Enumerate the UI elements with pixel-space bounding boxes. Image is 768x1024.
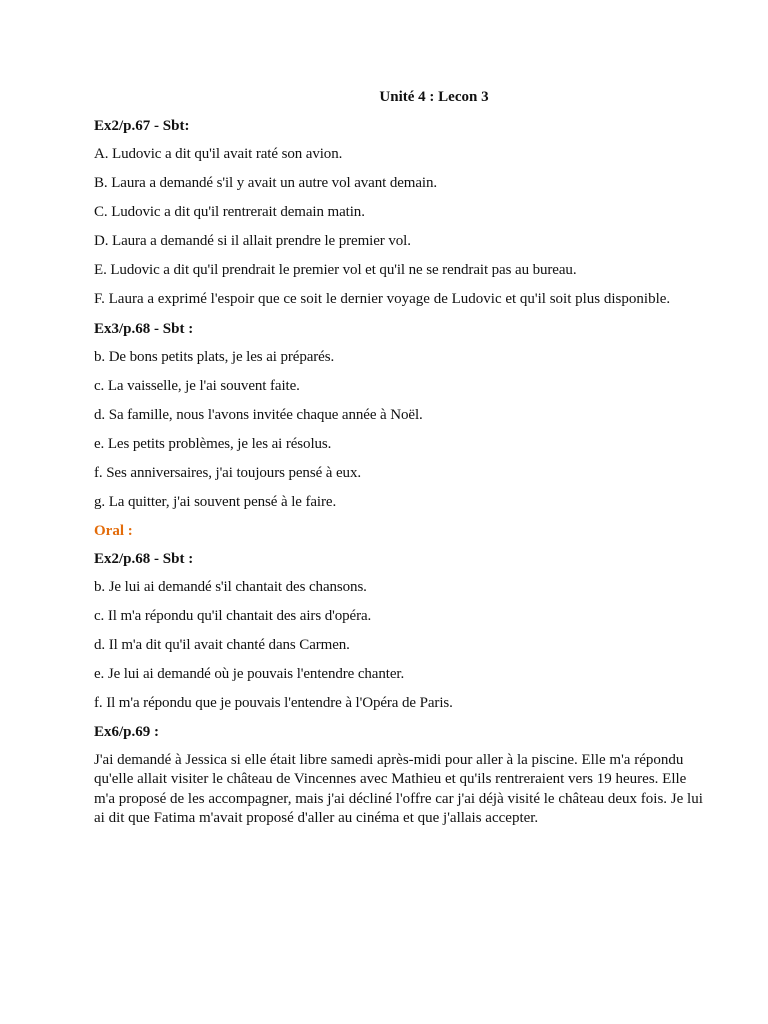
answer-line: e. Les petits problèmes, je les ai résolus. (94, 435, 332, 452)
answer-line: e. Je lui ai demandé où je pouvais l'entendre chanter. (94, 665, 405, 682)
answer-line: c. La vaisselle, je l'ai souvent faite. (94, 377, 300, 394)
answer-line: D. Laura a demandé si il allait prendre le premier vol. (94, 233, 411, 249)
answer-line: E. Ludovic a dit qu'il prendrait le premier vol et qu'il ne se rendrait pas au bureau. (94, 262, 577, 278)
answer-line: F. Laura a exprimé l'espoir que ce soit le dernier voyage de Ludovic et qu'il soit plus disponible. (94, 291, 671, 307)
page-title: Unité 4 : Lecon 3 (379, 89, 489, 105)
answer-line: C. Ludovic a dit qu'il rentrerait demain matin. (94, 204, 365, 220)
section-heading-ex2-p67: Ex2/p.67 - Sbt: (94, 118, 190, 134)
section-heading-ex2-p68: Ex2/p.68 - Sbt : (94, 550, 194, 567)
answer-line: f. Ses anniversaires, j'ai toujours pensé à eux. (94, 464, 361, 481)
answer-line: d. Il m'a dit qu'il avait chanté dans Carmen. (94, 636, 350, 653)
answer-line: f. Il m'a répondu que je pouvais l'entendre à l'Opéra de Paris. (94, 694, 453, 711)
answer-line: B. Laura a demandé s'il y avait un autre vol avant demain. (94, 175, 438, 191)
answer-line: A. Ludovic a dit qu'il avait raté son avion. (94, 146, 343, 162)
document-page (94, 88, 704, 839)
answer-line: g. La quitter, j'ai souvent pensé à le faire. (94, 493, 337, 510)
oral-heading: Oral : (94, 522, 133, 539)
answer-line: b. De bons petits plats, je les ai préparés. (94, 348, 335, 365)
answer-line: c. Il m'a répondu qu'il chantait des airs d'opéra. (94, 607, 372, 624)
answer-line: d. Sa famille, nous l'avons invitée chaque année à Noël. (94, 406, 423, 423)
section-heading-ex3-p68: Ex3/p.68 - Sbt : (94, 320, 194, 337)
answer-line: b. Je lui ai demandé s'il chantait des chansons. (94, 578, 367, 595)
section-heading-ex6-p69: Ex6/p.69 : (94, 723, 160, 740)
answer-paragraph: J'ai demandé à Jessica si elle était libre samedi après-midi pour aller à la piscine. Elle m'a répondu qu'elle allait visiter le château de Vincennes avec Mathieu et qu'ils rentreraient vers 19 heures. Elle m'a proposé de les accompagner, mais j'ai décliné l'offre car j'ai déjà visité le château deux fois. Je lui ai dit que Fatima m'avait proposé d'aller au cinéma et que j'allais accepter. (94, 751, 703, 826)
